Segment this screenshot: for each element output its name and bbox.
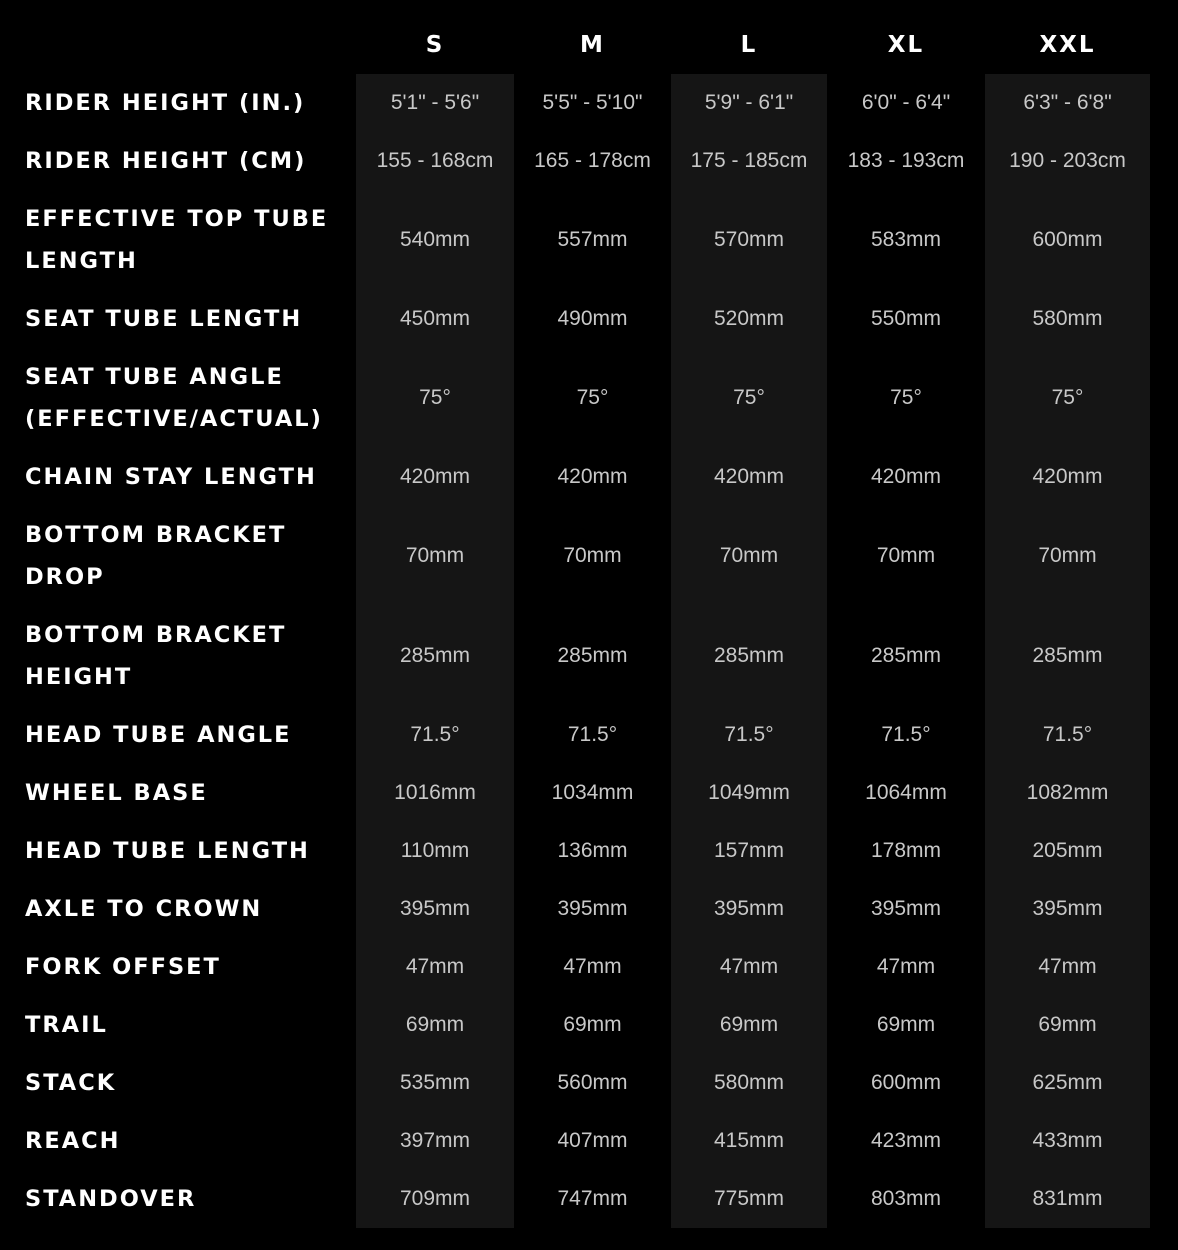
row-label: CHAIN STAY LENGTH — [25, 464, 317, 490]
value-cell: 178mm — [870, 839, 942, 862]
value-cell: 395mm — [713, 897, 785, 920]
value-cell: 47mm — [1038, 955, 1097, 978]
row-label: AXLE TO CROWN — [25, 896, 263, 922]
value-cell: 583mm — [870, 228, 942, 251]
value-cell: 5'9" - 6'1" — [704, 91, 794, 114]
value-cell: 395mm — [557, 897, 628, 920]
value-cell: 205mm — [1032, 839, 1103, 862]
value-cell: 75° — [890, 386, 922, 409]
table-row — [0, 506, 1150, 606]
value-cell: 420mm — [870, 465, 942, 488]
value-cell: 71.5° — [567, 723, 618, 746]
value-cell: 415mm — [713, 1129, 785, 1152]
row-label: HEAD TUBE ANGLE — [25, 722, 292, 748]
table-row — [0, 74, 1150, 132]
table-row — [0, 132, 1150, 190]
value-cell: 420mm — [713, 465, 785, 488]
row-label: FORK OFFSET — [25, 954, 221, 980]
row-label: STANDOVER — [25, 1186, 197, 1212]
value-cell: 1082mm — [1026, 781, 1109, 804]
table-row — [0, 190, 1150, 290]
table-row — [0, 996, 1150, 1054]
value-cell: 550mm — [870, 307, 942, 330]
value-cell: 70mm — [719, 544, 779, 567]
row-label: WHEEL BASE — [25, 780, 208, 806]
row-label: STACK — [25, 1070, 117, 1096]
table-row — [0, 290, 1150, 348]
value-cell: 47mm — [876, 955, 936, 978]
value-cell: 395mm — [870, 897, 942, 920]
value-cell: 285mm — [713, 644, 785, 667]
value-cell: 70mm — [405, 544, 465, 567]
value-cell: 570mm — [713, 228, 785, 251]
value-cell: 47mm — [405, 955, 465, 978]
value-cell: 69mm — [876, 1013, 936, 1036]
row-label: BOTTOM BRACKET HEIGHT — [25, 622, 287, 690]
value-cell: 75° — [419, 386, 451, 409]
value-cell: 535mm — [399, 1071, 471, 1094]
value-cell: 397mm — [399, 1129, 471, 1152]
value-cell: 69mm — [1038, 1013, 1097, 1036]
value-cell: 75° — [576, 386, 609, 409]
value-cell: 600mm — [1032, 228, 1103, 251]
value-cell: 183 - 193cm — [847, 149, 965, 172]
value-cell: 395mm — [399, 897, 471, 920]
value-cell: 557mm — [557, 228, 628, 251]
size-header-xxl: XXL — [1039, 32, 1096, 58]
value-cell: 6'3" - 6'8" — [1023, 91, 1112, 114]
value-cell: 285mm — [1032, 644, 1103, 667]
value-cell: 1034mm — [551, 781, 634, 804]
value-cell: 285mm — [399, 644, 471, 667]
table-row — [0, 764, 1150, 822]
value-cell: 155 - 168cm — [376, 149, 494, 172]
value-cell: 625mm — [1032, 1071, 1103, 1094]
value-cell: 136mm — [557, 839, 628, 862]
value-cell: 71.5° — [1042, 723, 1093, 746]
value-cell: 5'1" - 5'6" — [390, 91, 480, 114]
value-cell: 70mm — [876, 544, 936, 567]
row-label: BOTTOM BRACKET DROP — [25, 522, 287, 590]
size-header-row — [0, 16, 1150, 74]
value-cell: 69mm — [719, 1013, 779, 1036]
value-cell: 110mm — [400, 839, 470, 862]
value-cell: 1064mm — [865, 781, 947, 804]
row-label: TRAIL — [25, 1012, 108, 1038]
size-header-m: M — [580, 32, 605, 58]
value-cell: 775mm — [713, 1187, 785, 1210]
value-cell: 190 - 203cm — [1009, 149, 1126, 172]
value-cell: 560mm — [557, 1071, 628, 1094]
value-cell: 831mm — [1032, 1187, 1103, 1210]
header-corner — [0, 16, 356, 74]
value-cell: 70mm — [563, 544, 622, 567]
table-row — [0, 880, 1150, 938]
value-cell: 75° — [1051, 386, 1084, 409]
value-cell: 580mm — [1032, 307, 1103, 330]
value-cell: 285mm — [870, 644, 942, 667]
value-cell: 423mm — [870, 1129, 942, 1152]
row-label: REACH — [25, 1128, 121, 1154]
value-cell: 600mm — [870, 1071, 942, 1094]
value-cell: 490mm — [557, 307, 628, 330]
value-cell: 75° — [733, 386, 765, 409]
value-cell: 433mm — [1032, 1129, 1103, 1152]
value-cell: 520mm — [713, 307, 785, 330]
value-cell: 285mm — [557, 644, 628, 667]
value-cell: 71.5° — [881, 723, 931, 746]
value-cell: 5'5" - 5'10" — [542, 91, 643, 114]
row-label: EFFECTIVE TOP TUBE LENGTH — [25, 206, 329, 274]
value-cell: 157mm — [713, 839, 785, 862]
row-label: SEAT TUBE LENGTH — [25, 306, 303, 332]
value-cell: 450mm — [399, 307, 471, 330]
row-label: SEAT TUBE ANGLE (EFFECTIVE/ACTUAL) — [25, 364, 323, 432]
value-cell: 71.5° — [410, 723, 460, 746]
value-cell: 420mm — [399, 465, 471, 488]
table-row — [0, 606, 1150, 706]
value-cell: 1016mm — [394, 781, 476, 804]
value-cell: 709mm — [399, 1187, 471, 1210]
table-row — [0, 348, 1150, 448]
row-label: RIDER HEIGHT (IN.) — [25, 90, 306, 116]
value-cell: 1049mm — [708, 781, 790, 804]
table-row — [0, 448, 1150, 506]
value-cell: 69mm — [405, 1013, 465, 1036]
geometry-table — [0, 16, 1150, 1228]
value-cell: 69mm — [563, 1013, 622, 1036]
size-header-l: L — [740, 32, 758, 58]
table-row — [0, 822, 1150, 880]
value-cell: 70mm — [1038, 544, 1097, 567]
value-cell: 407mm — [557, 1129, 628, 1152]
table-row — [0, 938, 1150, 996]
value-cell: 420mm — [557, 465, 628, 488]
size-header-s: S — [425, 32, 445, 58]
value-cell: 803mm — [870, 1187, 942, 1210]
table-row — [0, 1170, 1150, 1228]
table-row — [0, 1112, 1150, 1170]
value-cell: 175 - 185cm — [690, 149, 808, 172]
table-row — [0, 1054, 1150, 1112]
row-label: RIDER HEIGHT (CM) — [25, 148, 307, 174]
value-cell: 6'0" - 6'4" — [861, 91, 951, 114]
value-cell: 580mm — [713, 1071, 785, 1094]
value-cell: 747mm — [557, 1187, 628, 1210]
value-cell: 47mm — [719, 955, 779, 978]
value-cell: 71.5° — [724, 723, 774, 746]
value-cell: 47mm — [563, 955, 622, 978]
value-cell: 540mm — [399, 228, 471, 251]
size-header-xl: XL — [887, 32, 925, 58]
value-cell: 165 - 178cm — [534, 149, 651, 172]
table-row — [0, 706, 1150, 764]
row-label: HEAD TUBE LENGTH — [25, 838, 310, 864]
value-cell: 420mm — [1032, 465, 1103, 488]
value-cell: 395mm — [1032, 897, 1103, 920]
